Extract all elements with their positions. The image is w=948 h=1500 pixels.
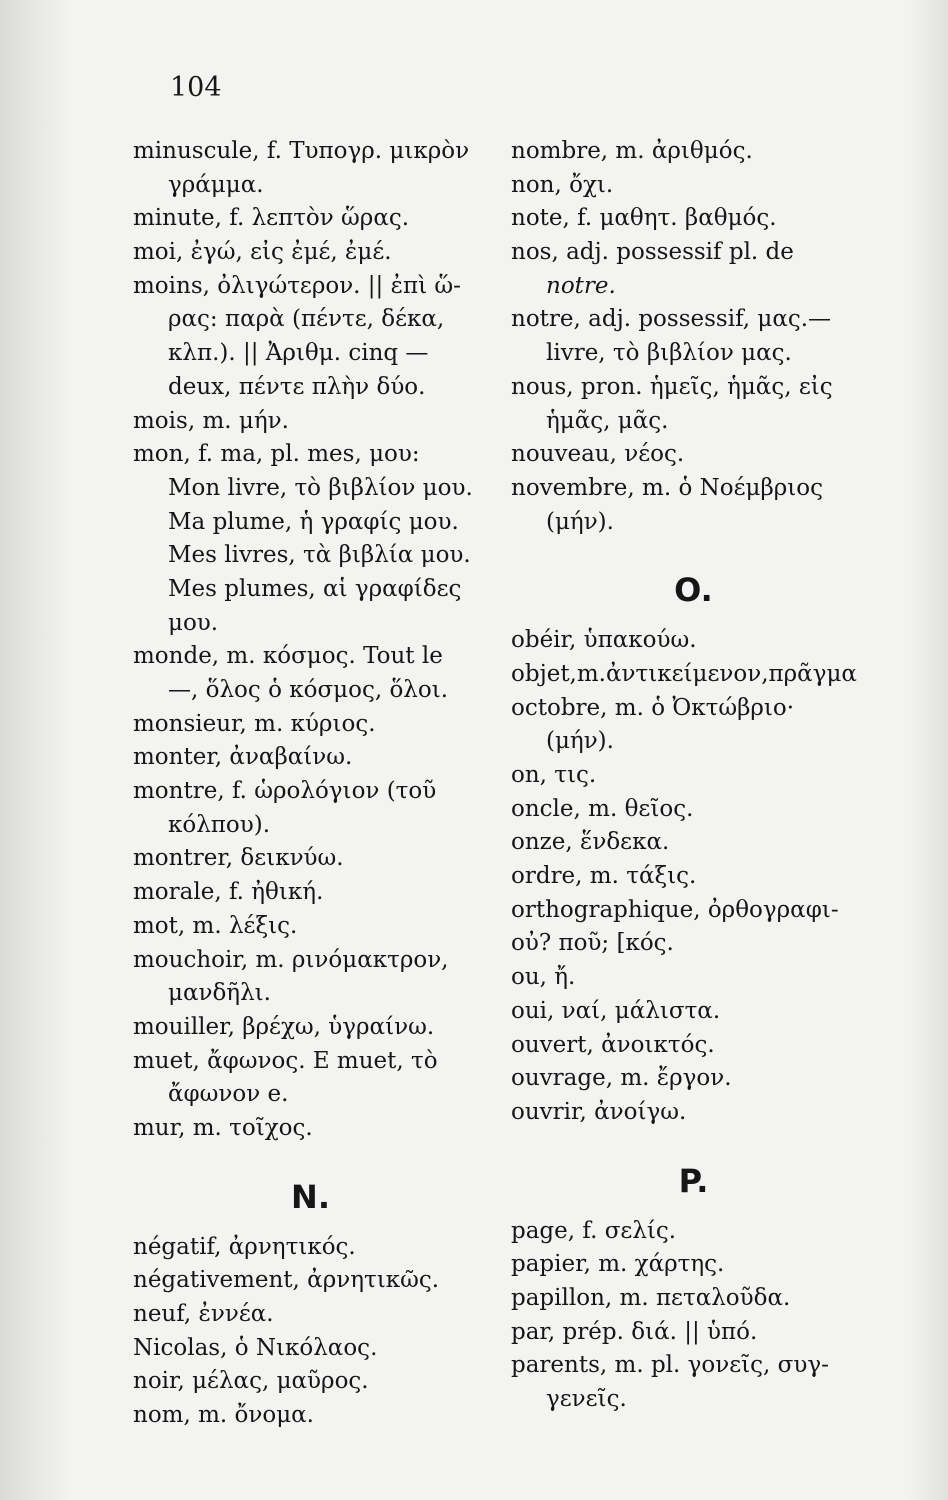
dictionary-line: ἄφωνον e. bbox=[168, 1081, 289, 1108]
dictionary-line: négativement, ἀρνητικῶς. bbox=[133, 1267, 440, 1294]
dictionary-line: notre. bbox=[546, 272, 616, 299]
dictionary-line: livre, τὸ βιβλίον μας. bbox=[546, 340, 792, 367]
right-column bbox=[511, 135, 876, 1417]
section-gap bbox=[511, 539, 876, 557]
dictionary-line: ouvrir, ἀνοίγω. bbox=[511, 1098, 687, 1125]
dictionary-line: montre, f. ὡρολόγιον (τοῦ bbox=[133, 778, 437, 805]
dictionary-line: ou, ἤ. bbox=[511, 964, 576, 991]
entries-m bbox=[133, 135, 488, 1146]
dictionary-line: note, f. μαθητ. βαθμός. bbox=[511, 205, 777, 232]
dictionary-line: minute, f. λεπτὸν ὥρας. bbox=[133, 205, 410, 232]
dictionary-line: noir, μέλας, μαῦρος. bbox=[133, 1368, 369, 1395]
dictionary-line: moi, ἐγώ, εἰς ἐμέ, ἐμέ. bbox=[133, 239, 392, 266]
entries-n bbox=[133, 1231, 488, 1433]
left-column bbox=[133, 135, 488, 1433]
dictionary-line: ordre, m. τάξις. bbox=[511, 863, 697, 890]
dictionary-line: Mes plumes, αἱ γραφίδες bbox=[168, 575, 462, 602]
dictionary-line: (μήν). bbox=[546, 508, 614, 535]
dictionary-line: page, f. σελίς. bbox=[511, 1217, 677, 1244]
dictionary-line: non, ὄχι. bbox=[511, 171, 614, 198]
section-heading-p: P. bbox=[678, 1161, 709, 1200]
dictionary-line: montrer, δεικνύω. bbox=[133, 845, 344, 872]
dictionary-line: mois, m. μήν. bbox=[133, 407, 289, 434]
section-gap bbox=[133, 1146, 488, 1164]
dictionary-line: —, ὅλος ὁ κόσμος, ὅλοι. bbox=[168, 677, 449, 703]
dictionary-line: onze, ἕνδεκα. bbox=[511, 829, 670, 856]
dictionary-line: monter, ἀναβαίνω. bbox=[133, 744, 353, 771]
dictionary-line: μανδῆλι. bbox=[168, 980, 271, 1007]
page-shadow-left bbox=[0, 0, 70, 1500]
dictionary-line: morale, f. ἠθική. bbox=[133, 879, 324, 906]
dictionary-line: oncle, m. θεῖος. bbox=[511, 795, 694, 822]
dictionary-line: κόλπου). bbox=[168, 811, 271, 838]
dictionary-line: oui, ναί, μάλιστα. bbox=[511, 997, 721, 1024]
dictionary-line: par, prép. διά. || ὑπό. bbox=[511, 1318, 758, 1345]
dictionary-line: μου. bbox=[168, 609, 219, 636]
section-gap bbox=[511, 1130, 876, 1148]
dictionary-line: muet, ἄφωνος. E muet, τὸ bbox=[133, 1047, 438, 1074]
dictionary-line: négatif, ἀρνητικός. bbox=[133, 1233, 356, 1260]
dictionary-line: Mes livres, τὰ βιβλία μου. bbox=[168, 542, 471, 569]
dictionary-line: obéir, ὑπακούω. bbox=[511, 627, 697, 654]
dictionary-line: novembre, m. ὁ Νοέμβριος bbox=[511, 474, 824, 501]
dictionary-line: mouiller, βρέχω, ὑγραίνω. bbox=[133, 1013, 435, 1040]
dictionary-line: on, τις. bbox=[511, 762, 597, 788]
dictionary-line: ρας: παρὰ (πέντε, δέκα, bbox=[168, 306, 445, 333]
dictionary-line: γράμμα. bbox=[168, 171, 264, 198]
dictionary-line: moins, ὀλιγώτερον. || ἐπὶ ὥ- bbox=[133, 272, 461, 299]
dictionary-line: Ma plume, ἡ γραφίς μου. bbox=[168, 508, 459, 535]
entries-n-continued bbox=[511, 135, 876, 539]
page-number: 104 bbox=[170, 72, 222, 103]
dictionary-line: mon, f. ma, pl. mes, μου: bbox=[133, 441, 420, 468]
section-heading-o: O. bbox=[674, 571, 713, 610]
dictionary-line: κλπ.). || Ἀριθμ. cinq — bbox=[168, 340, 429, 367]
section-heading-n: N. bbox=[291, 1177, 330, 1216]
dictionary-line: objet,m.ἀντικείμενον,πρᾶγμα bbox=[511, 660, 857, 687]
dictionary-line: mot, m. λέξις. bbox=[133, 912, 298, 939]
dictionary-line: monsieur, m. κύριος. bbox=[133, 710, 376, 737]
dictionary-line: nombre, m. ἀριθμός. bbox=[511, 138, 753, 164]
dictionary-line: minuscule, f. Τυπογρ. μικρὸν bbox=[133, 138, 470, 164]
dictionary-line: mouchoir, m. ρινόμακτρον, bbox=[133, 946, 449, 973]
dictionary-line: ouvrage, m. ἔργον. bbox=[511, 1065, 732, 1092]
dictionary-line: Mon livre, τὸ βιβλίον μου. bbox=[168, 474, 473, 501]
dictionary-line: οὐ? ποῦ; [κός. bbox=[511, 930, 674, 957]
dictionary-line: ouvert, ἀνοικτός. bbox=[511, 1031, 715, 1058]
entries-p bbox=[511, 1215, 876, 1417]
dictionary-line: monde, m. κόσμος. Tout le bbox=[133, 643, 443, 670]
dictionary-line: Nicolas, ὁ Νικόλαος. bbox=[133, 1334, 378, 1361]
dictionary-line: nom, m. ὄνομα. bbox=[133, 1402, 314, 1429]
entries-o bbox=[511, 624, 876, 1129]
dictionary-line: ἡμᾶς, μᾶς. bbox=[546, 407, 669, 434]
dictionary-line: orthographique, ὀρθογραφι- bbox=[511, 896, 839, 923]
dictionary-line: nos, adj. possessif pl. de bbox=[511, 239, 794, 266]
dictionary-line: papillon, m. πεταλοῦδα. bbox=[511, 1284, 791, 1311]
dictionary-line: papier, m. χάρτης. bbox=[511, 1251, 725, 1278]
dictionary-line: mur, m. τοῖχος. bbox=[133, 1114, 313, 1141]
dictionary-line: (μήν). bbox=[546, 728, 614, 755]
dictionary-line: nouveau, νέος. bbox=[511, 441, 685, 468]
dictionary-line: nous, pron. ἡμεῖς, ἡμᾶς, εἰς bbox=[511, 373, 833, 400]
dictionary-line: notre, adj. possessif, μας.— bbox=[511, 306, 832, 333]
dictionary-line: deux, πέντε πλὴν δύο. bbox=[168, 373, 426, 400]
dictionary-line: γενεῖς. bbox=[546, 1386, 627, 1412]
dictionary-line: parents, m. pl. γονεῖς, συγ- bbox=[511, 1352, 829, 1379]
dictionary-line: neuf, ἐννέα. bbox=[133, 1301, 274, 1327]
page-shadow-right bbox=[908, 0, 948, 1500]
dictionary-line: octobre, m. ὁ Ὀκτώβριο· bbox=[511, 694, 795, 721]
